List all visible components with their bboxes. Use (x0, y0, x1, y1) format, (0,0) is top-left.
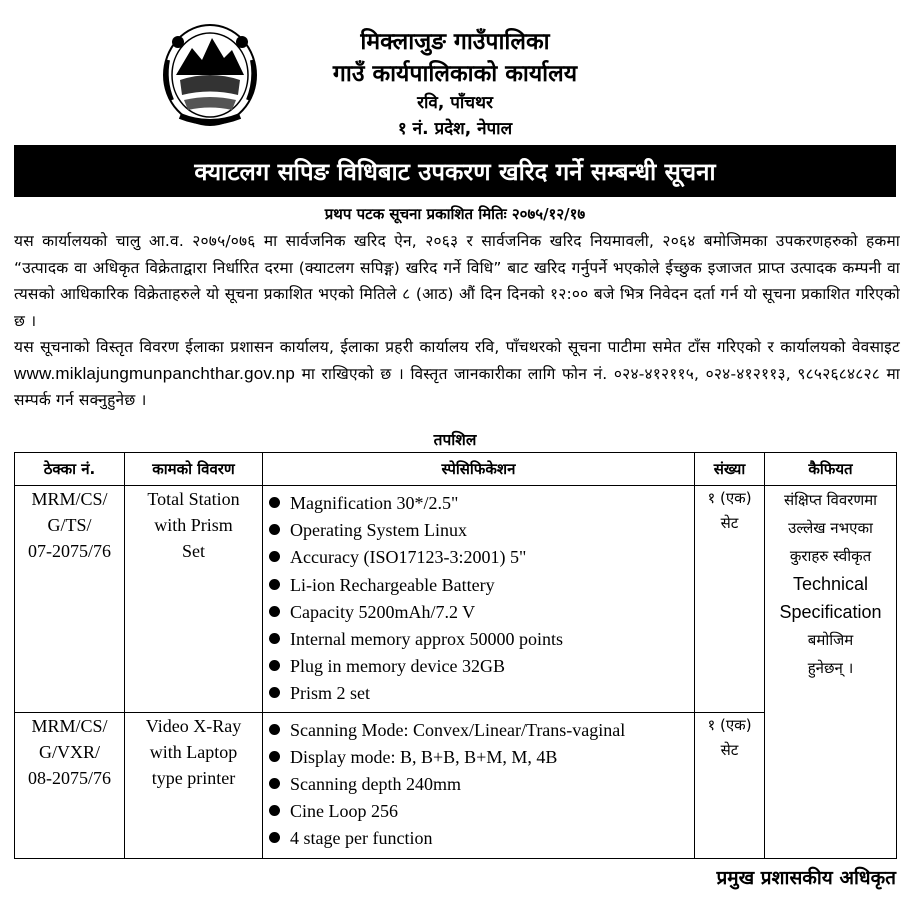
list-item (269, 599, 694, 626)
spec-text: Operating System Linux (290, 520, 467, 541)
bullet-dot-icon (269, 687, 280, 698)
header-remarks: कैफियत (765, 453, 897, 486)
office-location: रवि, पाँचथर (417, 93, 493, 113)
specification-cell (263, 712, 695, 858)
description-line: with Laptop (149, 741, 238, 762)
list-item (269, 544, 694, 571)
paragraph-2-text-start: यस सूचनाको विस्तृत विवरण ईलाका प्रशासन कार्यालय, ईलाका प्रहरी कार्यालय रवि, पाँचथरको सूचना पाटीमा समेत टाँस गरिएको र कार्यालयको वेवसाइट (14, 338, 900, 356)
bullet-dot-icon (269, 832, 280, 843)
quantity-unit: सेट (720, 740, 739, 759)
list-item (269, 490, 694, 517)
bullet-dot-icon (269, 579, 280, 590)
bullet-dot-icon (269, 606, 280, 617)
list-item (269, 653, 694, 680)
description-line: Video X-Ray (145, 715, 242, 736)
table-row (15, 486, 897, 713)
specification-cell (263, 486, 695, 713)
list-item (269, 771, 694, 798)
description-line: type printer (151, 767, 236, 788)
notice-paragraph-1: यस कार्यालयको चालु आ.व. २०७५/०७६ मा सार्वजनिक खरिद ऐन, २०६३ र सार्वजनिक खरिद नियमावली, २०६४ बमोजिमका उपकरणहरुको हकमा “उत्पादक वा अधिकृत विक्रेताद्वारा निर्धारित दरमा (क्याटलग सपिङ्ग) खरिद गर्ने विधि” बाट खरिद गर्नुपर्ने भएकोले ईच्छुक इजाजत प्राप्त उत्पादक कम्पनी वा त्यसको आधिकारिक विक्रेताहरुले यो सूचना प्रकाशित भएको मितिले ८ (आठ) औं दिन दिनको १२:०० बजे भित्र निवेदन दर्ता गर्न यो सूचना प्रकाशित गरिएको छ । (14, 232, 900, 330)
notice-title-banner (14, 145, 896, 197)
specification-list (263, 713, 694, 857)
spec-text: Accuracy (ISO17123-3:2001) 5" (290, 547, 527, 568)
work-description (125, 486, 263, 713)
spec-text: Plug in memory device 32GB (290, 656, 505, 677)
work-description (125, 712, 263, 858)
spec-text: Cine Loop 256 (290, 801, 398, 822)
list-item (269, 626, 694, 653)
bullet-dot-icon (269, 497, 280, 508)
header-specification: स्पेसिफिकेशन (263, 453, 695, 486)
bullet-dot-icon (269, 633, 280, 644)
table-row (15, 712, 897, 858)
spec-text: Li-ion Rechargeable Battery (290, 574, 495, 595)
remarks-line: संक्षिप्त विवरणमा (783, 491, 878, 509)
contract-number (15, 486, 125, 713)
contract-number-line: MRM/CS/ (31, 489, 108, 509)
spec-text: Magnification 30*/2.5" (290, 493, 459, 513)
publication-date: प्रथप पटक सूचना प्रकाशित मितिः २०७५/१२/१७ (324, 205, 586, 223)
paragraph-2-text-end: मा राखिएको छ । विस्तृत जानकारीका लागि फोन नं. ०२४-४१२११५, ०२४-४१२११३, ९८५२६८४८२८ मा सम्पर्क गर्न सक्नुहुनेछ । (14, 364, 900, 409)
signature-title: प्रमुख प्रशासकीय अधिकृत (716, 867, 896, 889)
schedule-title: तपशिल (433, 431, 477, 449)
list-item (269, 572, 694, 599)
spec-text: Scanning Mode: Convex/Linear/Trans-vaginal (290, 719, 626, 740)
list-item (269, 717, 694, 744)
municipality-name: मिक्लाजुङ गाउँपालिका (360, 29, 550, 55)
spec-text: Prism 2 set (290, 683, 371, 704)
contract-number-line: MRM/CS/ (31, 715, 108, 736)
remarks-line: हुनेछन् । (807, 659, 854, 677)
bullet-dot-icon (269, 724, 280, 735)
spec-text: Capacity 5200mAh/7.2 V (290, 601, 476, 622)
bullet-dot-icon (269, 660, 280, 671)
contract-number-line: G/VXR/ (38, 741, 100, 762)
remarks-line: उल्लेख नभएका (788, 519, 873, 537)
specification-list (263, 486, 694, 712)
header-quantity: संख्या (695, 453, 765, 486)
notice-title: क्याटलग सपिङ विधिबाट उपकरण खरिद गर्ने सम्बन्धी सूचना (194, 157, 716, 186)
description-line: Set (181, 541, 205, 561)
remarks-line: Technical (792, 574, 869, 594)
quantity-unit: सेट (720, 514, 739, 532)
contract-number-line: G/TS/ (47, 515, 92, 535)
bullet-dot-icon (269, 524, 280, 535)
remarks-line: कुराहरु स्वीकृत (789, 547, 872, 565)
bullet-dot-icon (269, 751, 280, 762)
list-item (269, 744, 694, 771)
description-line: with Prism (154, 515, 233, 535)
contract-number-line: 07-2075/76 (28, 541, 111, 561)
remarks-line: बमोजिम (807, 631, 854, 649)
spec-text: Scanning depth 240mm (290, 774, 461, 795)
contract-number-line: 08-2075/76 (28, 767, 111, 788)
quantity-value: १ (एक) (707, 489, 752, 507)
spec-text: Display mode: B, B+B, B+M, M, 4B (290, 746, 558, 767)
notice-paragraph-2 (14, 334, 900, 414)
contract-number (15, 712, 125, 858)
quantity-cell (695, 486, 765, 713)
spec-text: 4 stage per function (290, 828, 433, 849)
office-name: गाउँ कार्यपालिकाको कार्यालय (332, 61, 578, 87)
website-link[interactable]: www.miklajungmunpanchthar.gov.np (14, 363, 296, 383)
header-description: कामको विवरण (125, 453, 263, 486)
remarks-line: Specification (779, 602, 882, 622)
list-item (269, 680, 694, 707)
bullet-dot-icon (269, 778, 280, 789)
list-item (269, 798, 694, 825)
bullet-dot-icon (269, 805, 280, 816)
table-header-row (15, 453, 897, 486)
province-name: १ नं. प्रदेश, नेपाल (397, 119, 513, 139)
list-item (269, 825, 694, 852)
list-item (269, 517, 694, 544)
header-contract-no: ठेक्का नं. (15, 453, 125, 486)
quantity-cell (695, 712, 765, 858)
description-line: Total Station (147, 489, 240, 509)
schedule-table (14, 452, 897, 859)
spec-text: Internal memory approx 50000 points (290, 629, 563, 650)
bullet-dot-icon (269, 551, 280, 562)
remarks-cell (765, 486, 897, 859)
quantity-value: १ (एक) (707, 715, 752, 734)
